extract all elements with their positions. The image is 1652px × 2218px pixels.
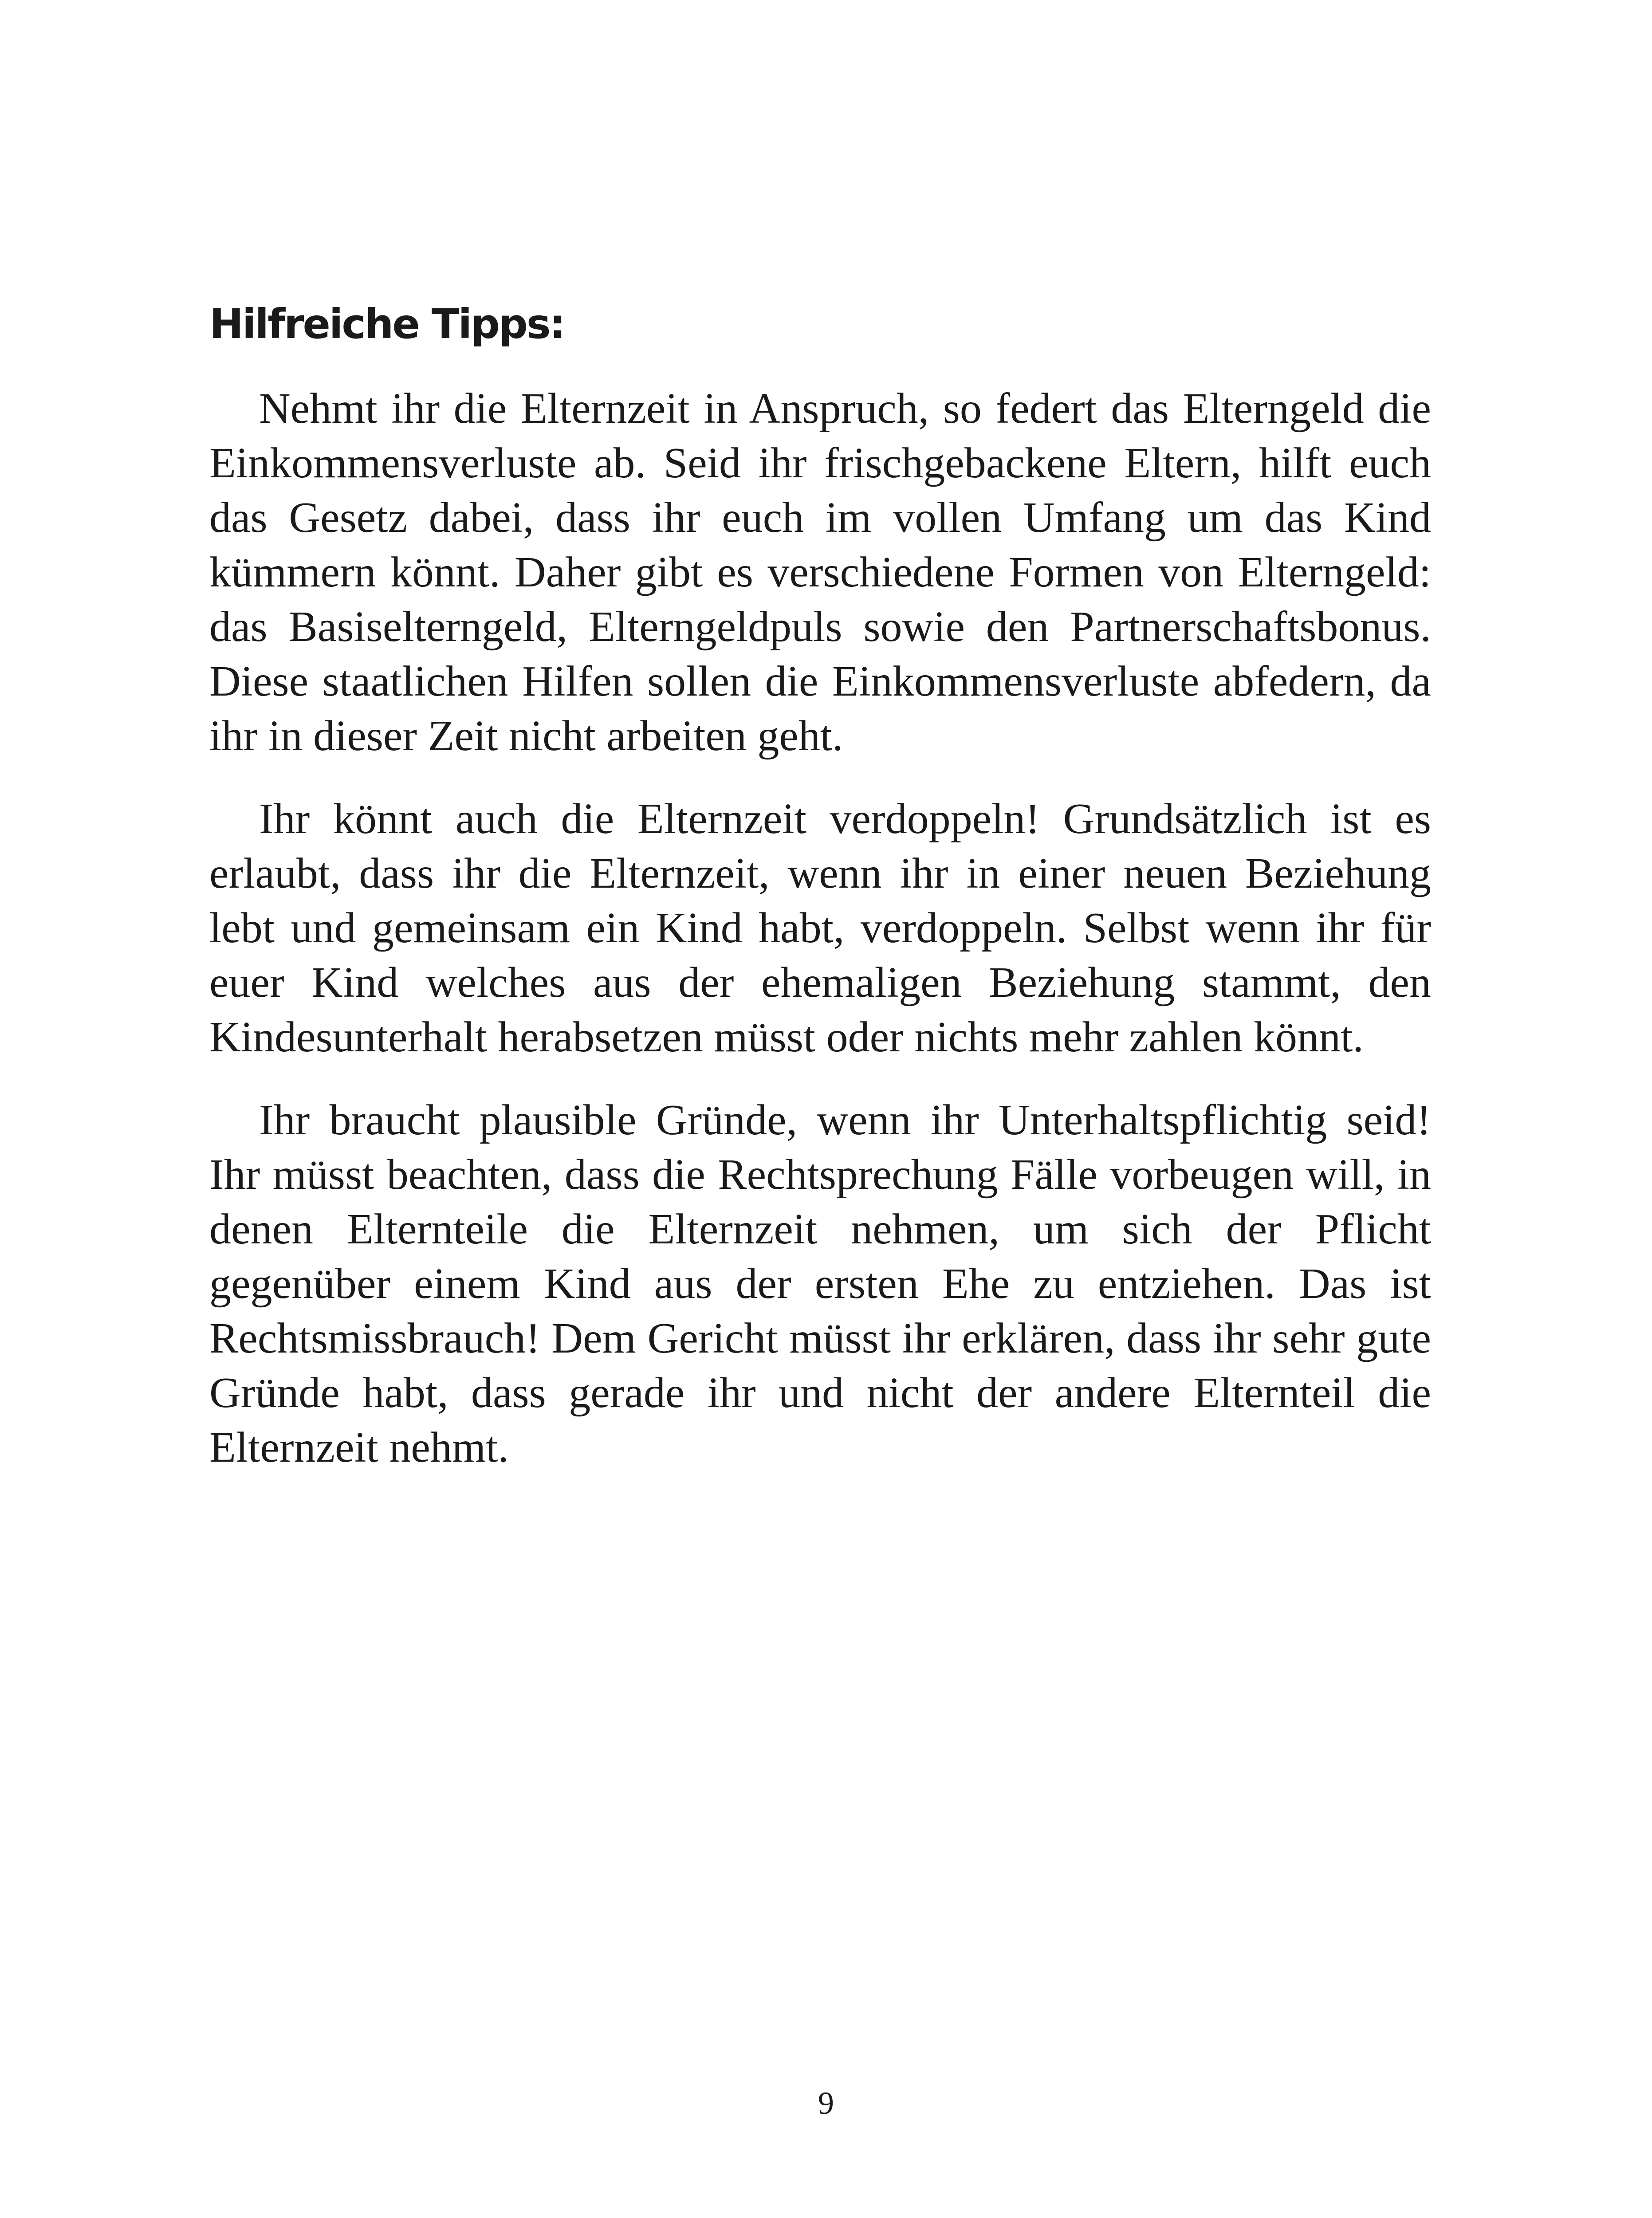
paragraph-2: Ihr könnt auch die Elternzeit verdoppeln! Grundsätzlich ist es erlaubt, dass ihr die Elternzeit, wenn ihr in einer neuen Beziehung lebt und gemeinsam ein Kind habt, verdoppeln. Selbst wenn ihr für euer Kind welches aus der ehemaligen Beziehung stammt, den Kindesunterhalt herabsetzen müsst oder nichts mehr zahlen könnt. (209, 795, 1431, 1061)
page-number: 9 (818, 2085, 834, 2121)
paragraph-1: Nehmt ihr die Elternzeit in Anspruch, so federt das Elterngeld die Einkommensverluste ab. Seid ihr frischgebackene Eltern, hilft euch das Gesetz dabei, dass ihr euch im vollen Umfang um das Kind kümmern könnt. Daher gibt es verschiedene Formen von Elterngeld: das Basiselterngeld, Elterngeldpuls sowie den Partnerschaftsbonus. Diese staatlichen Hilfen sollen die Einkommensverluste abfedern, da ihr in dieser Zeit nicht arbeiten geht. (209, 385, 1431, 760)
paragraph-3: Ihr braucht plausible Gründe, wenn ihr Unterhaltspflichtig seid! Ihr müsst beachten, dass die Rechtsprechung Fälle vorbeugen will, in denen Elternteile die Elternzeit nehmen, um sich der Pflicht gegenüber einem Kind aus der ersten Ehe zu entziehen. Das ist Rechtsmissbrauch! Dem Gericht müsst ihr erklären, dass ihr sehr gute Gründe habt, dass gerade ihr und nicht der andere Elternteil die Elternzeit nehmt. (209, 1096, 1431, 1471)
body-text (209, 381, 1431, 1503)
section-heading: Hilfreiche Tipps: (209, 300, 565, 348)
